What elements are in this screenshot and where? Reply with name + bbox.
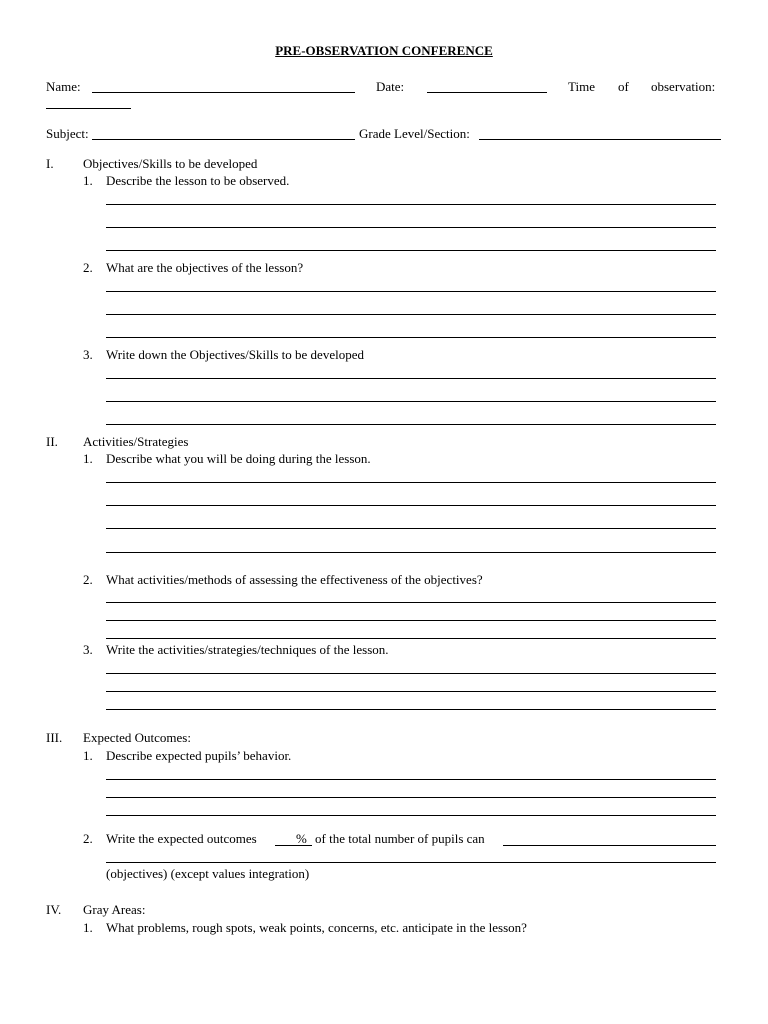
answer-line[interactable] xyxy=(106,227,716,228)
name-field[interactable] xyxy=(92,92,355,93)
answer-line[interactable] xyxy=(106,691,716,692)
section-heading: Gray Areas: xyxy=(83,902,146,917)
answer-line[interactable] xyxy=(106,337,716,338)
objectives-note: (objectives) (except values integration) xyxy=(106,866,310,881)
item-prompt: Describe what you will be doing during the lesson. xyxy=(106,451,371,466)
answer-line[interactable] xyxy=(106,638,716,639)
item-number: 3. xyxy=(83,347,93,362)
pupils-can-field[interactable] xyxy=(503,845,716,846)
item-number: 2. xyxy=(83,831,93,846)
time-label-word-3: observation: xyxy=(651,79,716,94)
item-prompt: Write the activities/strategies/techniques of the lesson. xyxy=(106,642,389,657)
item-prompt-continued: of the total number of pupils can xyxy=(315,831,485,846)
item-prompt: What activities/methods of assessing the effectiveness of the objectives? xyxy=(106,572,483,587)
item-prompt: Write down the Objectives/Skills to be developed xyxy=(106,347,364,362)
answer-line[interactable] xyxy=(106,250,716,251)
item-prompt: What are the objectives of the lesson? xyxy=(106,260,304,275)
grade-level-section-label: Grade Level/Section: xyxy=(359,126,470,141)
date-field[interactable] xyxy=(427,92,547,93)
item-prompt: Describe the lesson to be observed. xyxy=(106,173,290,188)
item-number: 3. xyxy=(83,642,93,657)
answer-line[interactable] xyxy=(106,204,716,205)
answer-line[interactable] xyxy=(106,378,716,379)
item-number: 1. xyxy=(83,920,93,935)
item-prompt: What problems, rough spots, weak points, concerns, etc. anticipate in the lesson? xyxy=(106,920,527,935)
time-label-word-1: Time xyxy=(568,79,595,94)
answer-line[interactable] xyxy=(106,797,716,798)
section-numeral: IV. xyxy=(46,902,62,917)
item-number: 2. xyxy=(83,572,93,587)
answer-line[interactable] xyxy=(106,314,716,315)
item-prompt: Describe expected pupils’ behavior. xyxy=(106,748,292,763)
subject-label: Subject: xyxy=(46,126,89,141)
answer-line[interactable] xyxy=(106,424,716,425)
answer-line[interactable] xyxy=(106,862,716,863)
answer-line[interactable] xyxy=(106,505,716,506)
page-title: PRE-OBSERVATION CONFERENCE xyxy=(275,43,493,58)
section-heading: Activities/Strategies xyxy=(83,434,189,449)
section-numeral: II. xyxy=(46,434,58,449)
item-number: 1. xyxy=(83,748,93,763)
item-number: 1. xyxy=(83,173,93,188)
section-numeral: III. xyxy=(46,730,63,745)
item-number: 1. xyxy=(83,451,93,466)
date-label: Date: xyxy=(376,79,405,94)
answer-line[interactable] xyxy=(106,482,716,483)
answer-line[interactable] xyxy=(106,528,716,529)
answer-line[interactable] xyxy=(106,620,716,621)
item-prompt: Write the expected outcomes xyxy=(106,831,257,846)
item-number: 2. xyxy=(83,260,93,275)
name-label: Name: xyxy=(46,79,81,94)
time-label-word-2: of xyxy=(618,79,629,94)
subject-field[interactable] xyxy=(92,139,355,140)
section-numeral: I. xyxy=(46,156,54,171)
answer-line[interactable] xyxy=(106,709,716,710)
section-heading: Expected Outcomes: xyxy=(83,730,191,745)
section-heading: Objectives/Skills to be developed xyxy=(83,156,258,171)
grade-level-section-field[interactable] xyxy=(479,139,721,140)
answer-line[interactable] xyxy=(106,815,716,816)
answer-line[interactable] xyxy=(106,401,716,402)
answer-line[interactable] xyxy=(106,602,716,603)
answer-line[interactable] xyxy=(106,291,716,292)
answer-line[interactable] xyxy=(106,673,716,674)
answer-line[interactable] xyxy=(106,552,716,553)
percent-sign: % xyxy=(296,831,307,846)
answer-line[interactable] xyxy=(106,779,716,780)
time-of-observation-field[interactable] xyxy=(46,108,131,109)
